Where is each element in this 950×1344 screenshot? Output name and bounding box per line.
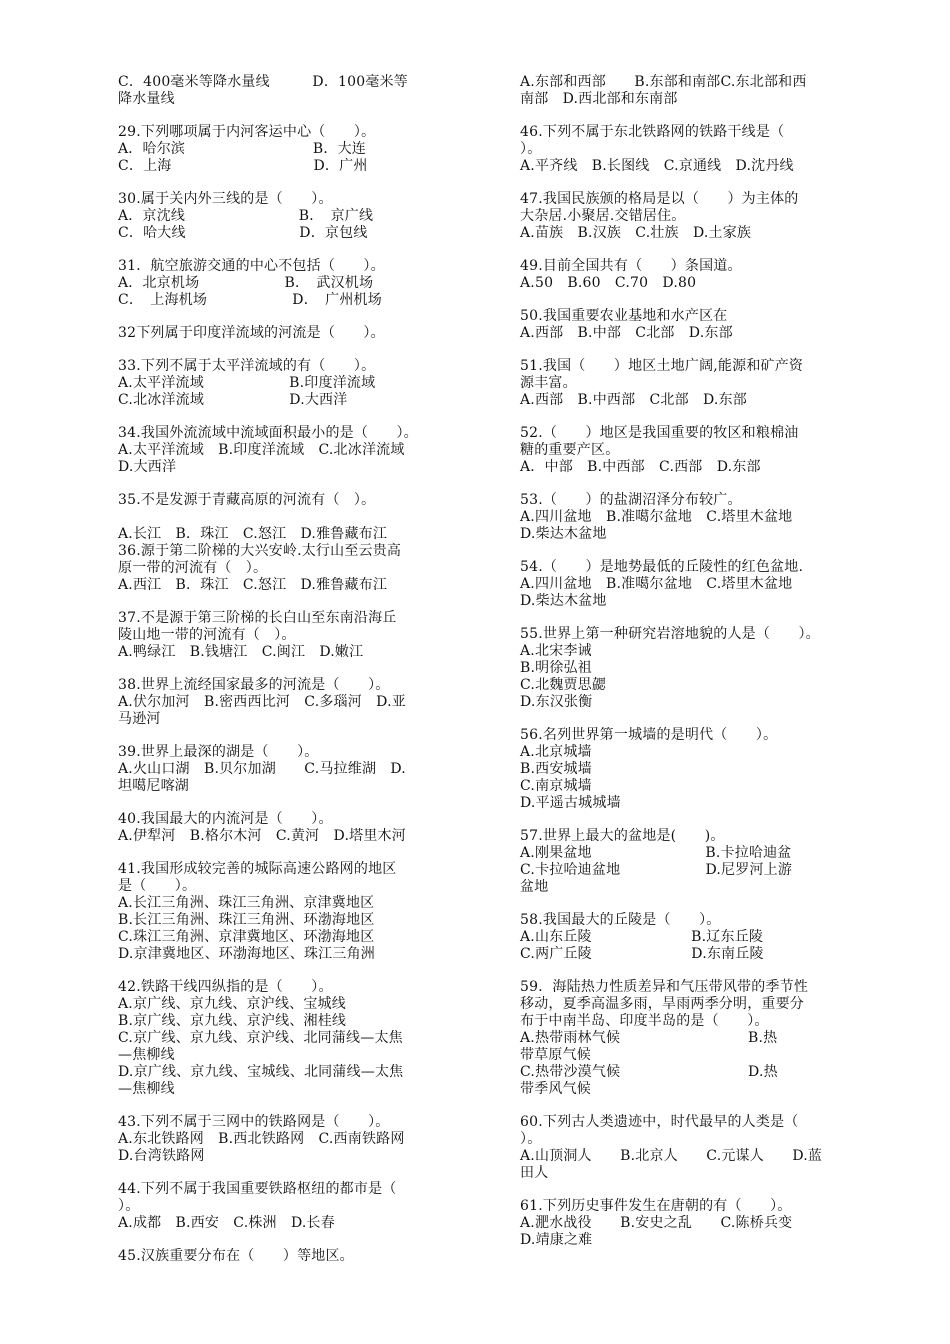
question-line: 33.下列不属于太平洋流域的有（ ）。 (118, 358, 376, 374)
question-line: D.京广线、京九线、宝城线、北同蒲线—太焦 (118, 1064, 404, 1080)
question-block (520, 828, 865, 896)
question-line: A.西部 B.中西部 C北部 D.东部 (520, 392, 747, 408)
question-line: 36.源于第二阶梯的大兴安岭.太行山至云贵高 (118, 543, 402, 559)
question-line: A．哈尔滨 B．大连 (118, 141, 366, 157)
question-line: D.平遥古城城墙 (520, 795, 621, 811)
question-line: C．上海 D．广州 (118, 158, 368, 174)
right-column (520, 74, 865, 1265)
question-block (118, 744, 463, 795)
question-line: 移动，夏季高温多雨，旱雨两季分明，重要分 (520, 996, 804, 1012)
question-line: 带季风气候 (520, 1081, 591, 1097)
question-line: 42.铁路干线四纵指的是（ ）。 (118, 979, 333, 995)
left-column (118, 74, 463, 1281)
question-block (118, 677, 463, 728)
question-line: D.大西洋 (118, 459, 177, 475)
question-line: 马逊河 (118, 711, 161, 727)
question-line: 降水量线 (118, 91, 175, 107)
question-line: D.东汉张衡 (520, 694, 593, 710)
question-line: A.刚果盆地 B.卡拉哈迪盆 (520, 845, 792, 861)
question-line: 51.我国（ ）地区土地广阔,能源和矿产资 (520, 358, 804, 374)
question-line: 59．海陆热力性质差异和气压带风带的季节性 (520, 979, 809, 995)
question-line: 56.名列世界第一城墙的是明代（ ）。 (520, 727, 778, 743)
question-line: D.柴达木盆地 (520, 526, 607, 542)
question-block (118, 610, 463, 661)
question-line: B.京广线、京九线、京沪线、湘桂线 (118, 1013, 347, 1029)
question-block (520, 74, 865, 108)
question-line: 布于中南半岛、印度半岛的是（ ）。 (520, 1013, 769, 1029)
question-block (118, 979, 463, 1098)
question-line: A．北京机场 B． 武汉机场 (118, 275, 374, 291)
question-block (118, 358, 463, 409)
question-line: A.北宋李诫 (520, 643, 592, 659)
question-block (520, 1198, 865, 1249)
question-block (520, 1114, 865, 1182)
question-line: A.北京城墙 (520, 744, 592, 760)
question-line: A.苗族 B.汉族 C.壮族 D.土家族 (520, 225, 752, 241)
question-line: C.珠江三角洲、京津冀地区、环渤海地区 (118, 929, 375, 945)
question-line: ）。 (520, 141, 542, 157)
question-line: 盆地 (520, 879, 549, 895)
question-block (520, 425, 865, 476)
question-block (118, 191, 463, 242)
question-line: A.山顶洞人 B.北京人 C.元谋人 D.蓝 (520, 1148, 823, 1164)
question-line: 原一带的河流有（ ）。 (118, 560, 268, 576)
question-line: 带草原气候 (520, 1047, 591, 1063)
question-line: A.西部 B.中部 C北部 D.东部 (520, 325, 733, 341)
question-line: 30.属于关内外三线的是（ ）。 (118, 191, 333, 207)
question-block (520, 979, 865, 1098)
question-line: 坦噶尼喀湖 (118, 778, 189, 794)
question-block (118, 811, 463, 845)
question-line: C.两广丘陵 D.东南丘陵 (520, 946, 764, 962)
question-block (520, 258, 865, 292)
question-block (118, 325, 463, 342)
question-line: 田人 (520, 1165, 549, 1181)
question-line: 糖的重要产区。 (520, 442, 620, 458)
question-line: 39.世界上最深的湖是（ ）。 (118, 744, 319, 760)
question-block (520, 626, 865, 711)
question-line: 陵山地一带的河流有（ ）。 (118, 627, 296, 643)
question-line: 52.（ ）地区是我国重要的牧区和粮棉油 (520, 425, 799, 441)
question-line: 41.我国形成较完善的城际高速公路网的地区 (118, 861, 397, 877)
question-block (118, 1248, 463, 1265)
question-line: A.西江 B．珠江 C.怒江 D.雅鲁藏布江 (118, 577, 388, 593)
question-line: A．京沈线 B． 京广线 (118, 208, 374, 224)
question-line: ）。 (520, 1131, 542, 1147)
question-line: A.东北铁路网 B.西北铁路网 C.西南铁路网 (118, 1131, 405, 1147)
question-line: D.台湾铁路网 (118, 1148, 205, 1164)
question-line: 55.世界上第一种研究岩溶地貌的人是（ ）。 (520, 626, 820, 642)
question-line: A.太平洋流域 B.印度洋流域 C.北冰洋流域 (118, 442, 405, 458)
question-line: A.山东丘陵 B.辽东丘陵 (520, 929, 764, 945)
question-line: C． 上海机场 D． 广州机场 (118, 292, 382, 308)
question-block (118, 1114, 463, 1165)
question-line: 57.世界上最大的盆地是( )。 (520, 828, 725, 844)
question-block (520, 358, 865, 409)
question-line: C.热带沙漠气候 D.热 (520, 1064, 778, 1080)
question-block (520, 912, 865, 963)
question-block (118, 425, 463, 476)
question-line: 50.我国重要农业基地和水产区在 (520, 308, 728, 324)
question-line: A.东部和西部 B.东部和南部C.东北部和西 (520, 74, 807, 90)
question-line: A.50 B.60 C.70 D.80 (520, 275, 697, 291)
question-block (520, 727, 865, 812)
question-block (520, 308, 865, 342)
question-line: B.西安城墙 (520, 761, 592, 777)
question-line: C．400毫米等降水量线 D．100毫米等 (118, 74, 408, 90)
question-line: A.平齐线 B.长图线 C.京通线 D.沈丹线 (520, 158, 794, 174)
question-block (520, 191, 865, 242)
question-line: A.长江 B．珠江 C.怒江 D.雅鲁藏布江 (118, 526, 388, 542)
question-line: 35.不是发源于青藏高原的河流有（ ）。 (118, 492, 376, 508)
question-line: —焦柳线 (118, 1081, 175, 1097)
question-line: D.京津冀地区、环渤海地区、珠江三角洲 (118, 946, 375, 962)
question-line: A．中部 B.中西部 C.西部 D.东部 (520, 459, 761, 475)
question-line: 37.不是源于第三阶梯的长白山至东南沿海丘 (118, 610, 397, 626)
question-line: D.柴达木盆地 (520, 593, 607, 609)
question-line: A.伏尔加河 B.密西西比河 C.多瑙河 D.亚 (118, 694, 406, 710)
question-block (118, 74, 463, 108)
question-line: 54.（ ）是地势最低的丘陵性的红色盆地. (520, 559, 804, 575)
question-line: C．哈大线 D．京包线 (118, 225, 368, 241)
question-line: D.靖康之难 (520, 1232, 593, 1248)
question-block (118, 258, 463, 309)
question-block (118, 492, 463, 594)
question-line: A.四川盆地 B.准噶尔盆地 C.塔里木盆地 (520, 576, 793, 592)
question-line: 49.目前全国共有（ ）条国道。 (520, 258, 742, 274)
question-line: A.火山口湖 B.贝尔加湖 C.马拉维湖 D. (118, 761, 406, 777)
question-line: C.京广线、京九线、京沪线、北同蒲线—太焦 (118, 1030, 403, 1046)
question-line: 源丰富。 (520, 375, 577, 391)
question-line: 61.下列历史事件发生在唐朝的有（ ）。 (520, 1198, 792, 1214)
question-line: 大杂居.小聚居.交错居住。 (520, 208, 686, 224)
question-block (118, 124, 463, 175)
question-line: 43.下列不属于三网中的铁路网是（ ）。 (118, 1114, 390, 1130)
question-line: 47.我国民族颁的格局是以（ ）为主体的 (520, 191, 799, 207)
question-line: 34.我国外流流域中流域面积最小的是（ ）。 (118, 425, 418, 441)
question-line: A.淝水战役 B.安史之乱 C.陈桥兵变 (520, 1215, 793, 1231)
question-line: 46.下列不属于东北铁路网的铁路干线是（ (520, 124, 785, 140)
question-line: —焦柳线 (118, 1047, 175, 1063)
question-line: C.南京城墙 (520, 778, 592, 794)
question-line: A.热带雨林气候 B.热 (520, 1030, 778, 1046)
question-line: A.长江三角洲、珠江三角洲、京津冀地区 (118, 895, 375, 911)
question-block (520, 559, 865, 610)
question-line: 是（ ）。 (118, 878, 197, 894)
question-line: A.成都 B.西安 C.株洲 D.长春 (118, 1215, 335, 1231)
question-block (118, 861, 463, 963)
question-block (118, 1181, 463, 1232)
question-line: C.卡拉哈迪盆地 D.尼罗河上游 (520, 862, 793, 878)
question-line: A.太平洋流域 B.印度洋流域 (118, 375, 376, 391)
question-line: A.鸭绿江 B.钱塘江 C.闽江 D.嫩江 (118, 644, 364, 660)
question-line: A.伊犁河 B.格尔木河 C.黄河 D.塔里木河 (118, 828, 406, 844)
question-line: 29.下列哪项属于内河客运中心（ ）。 (118, 124, 376, 140)
question-line: A.四川盆地 B.准噶尔盆地 C.塔里木盆地 (520, 509, 793, 525)
question-line: 38.世界上流经国家最多的河流是（ ）。 (118, 677, 390, 693)
question-line: 南部 D.西北部和东南部 (520, 91, 678, 107)
question-line: 53.（ ）的盐湖沼泽分布较广。 (520, 492, 742, 508)
question-line: 40.我国最大的内流河是（ ）。 (118, 811, 333, 827)
question-line: A.京广线、京九线、京沪线、宝城线 (118, 996, 346, 1012)
question-line: 32下列属于印度洋流域的河流是（ ）。 (118, 325, 385, 341)
question-line: 45.汉族重要分布在（ ）等地区。 (118, 1248, 354, 1264)
question-line: 58.我国最大的丘陵是（ ）。 (520, 912, 721, 928)
question-line: C.北冰洋流域 D.大西洋 (118, 392, 348, 408)
question-block (520, 124, 865, 175)
question-line: 60.下列古人类遗迹中，时代最早的人类是（ (520, 1114, 799, 1130)
question-line: ）。 (118, 1198, 140, 1214)
question-line: B.明徐弘祖 (520, 660, 592, 676)
question-line: 31．航空旅游交通的中心不包括（ ）。 (118, 258, 385, 274)
question-line (118, 509, 463, 526)
question-line: B.长江三角洲、珠江三角洲、环渤海地区 (118, 912, 375, 928)
question-block (520, 492, 865, 543)
question-line: 44.下列不属于我国重要铁路枢纽的都市是（ (118, 1181, 397, 1197)
question-line: C.北魏贾思勰 (520, 677, 607, 693)
